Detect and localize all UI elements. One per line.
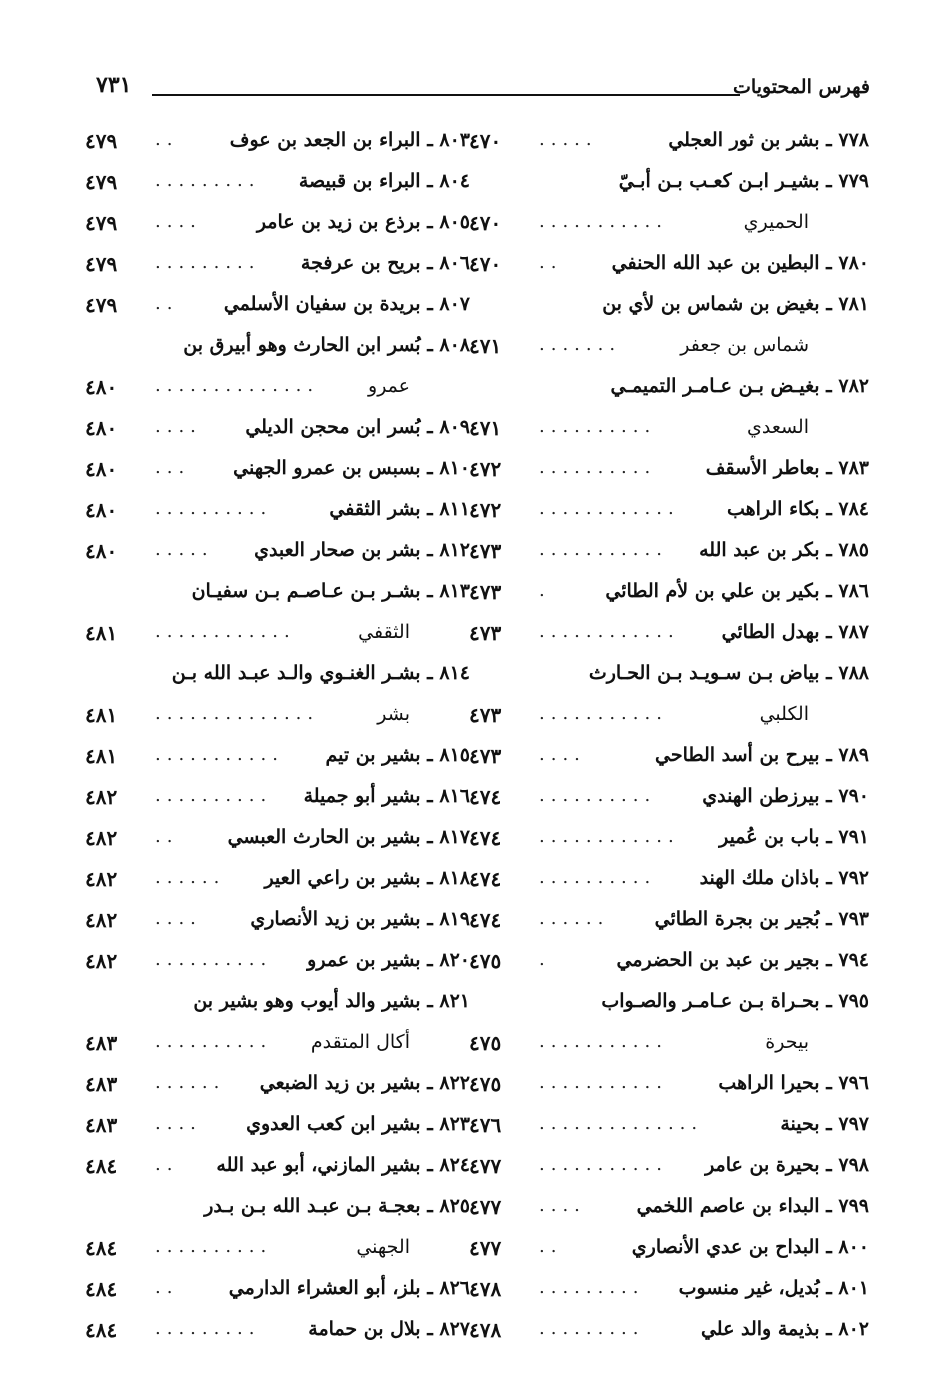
index-entry	[469, 166, 869, 207]
entry-title: ٨١٩ ـ بشير بن زيد الأنصاري	[250, 908, 470, 930]
leader-dots: ..........	[539, 785, 657, 806]
leader-dots: ............	[539, 621, 680, 642]
index-entry	[469, 371, 869, 412]
entry-page-number: ٤٧٩	[85, 170, 118, 194]
entry-title: ٨١٧ ـ بشير بن الحارث العبسي	[227, 826, 470, 848]
entry-page-number: ٤٨٤	[85, 1154, 118, 1178]
index-entry	[469, 248, 869, 289]
entry-page-number: ٤٧٣	[469, 539, 502, 563]
entry-title: ٨٠٨ ـ بُسر ابن الحارث وهو أبيرق بن	[183, 334, 470, 356]
entry-title: ٧٩٢ ـ باذان ملك الهند	[699, 867, 869, 889]
entry-title: ٧٩٧ ـ بحينة	[780, 1113, 869, 1135]
leader-dots: ..	[539, 252, 563, 273]
entry-page-number: ٤٧٩	[85, 129, 118, 153]
entry-title: ٨٢٧ ـ بلال بن حمامة	[308, 1318, 470, 1340]
entry-page-number: ٤٨٣	[85, 1031, 118, 1055]
entry-title: ٨١٢ ـ بشر بن صحار العبدي	[254, 539, 470, 561]
leader-dots: ..........	[539, 867, 657, 888]
index-entry	[85, 781, 470, 822]
entry-title: ٧٩٠ ـ بيرزطن الهندي	[702, 785, 869, 807]
entry-title: ٨١١ ـ بشر الثقفي	[329, 498, 470, 520]
entry-page-number: ٤٧٤	[469, 867, 502, 891]
index-entry	[469, 904, 869, 945]
leader-dots: ...........	[539, 211, 668, 232]
entry-title: أكال المتقدم	[310, 1031, 410, 1053]
entry-page-number: ٤٨٤	[85, 1277, 118, 1301]
leader-dots: ..............	[539, 1113, 704, 1134]
index-entry	[85, 1150, 470, 1191]
leader-dots: ....	[539, 1195, 586, 1216]
entry-title: ٨٢٦ ـ بلز، أبو العشراء الدارمي	[228, 1277, 470, 1299]
entry-page-number: ٤٧٩	[85, 293, 118, 317]
entry-title: ٨٢٠ ـ بشير بن عمرو	[307, 949, 470, 971]
leader-dots: .....	[155, 539, 214, 560]
index-entry	[469, 945, 869, 986]
entry-title: ٨١٣ ـ بشـر بـن عـاصـم بـن سفيـان	[191, 580, 470, 602]
running-title: فهرس المحتويات	[733, 76, 870, 98]
leader-dots: ..............	[155, 703, 320, 724]
leader-dots: .......	[539, 334, 622, 355]
leader-dots: ............	[539, 826, 680, 847]
entry-page-number: ٤٧٥	[469, 1031, 502, 1055]
entry-title: ٧٩٦ ـ بحيرا الراهب	[718, 1072, 869, 1094]
entry-title: ٧٨١ ـ بغيض بن شماس بن لأي بن	[602, 293, 869, 315]
index-entry	[85, 289, 470, 330]
entry-title: ٧٨٣ ـ بعاطر الأسقف	[705, 457, 869, 479]
entry-title: السعدي	[746, 416, 809, 438]
entry-page-number: ٤٧٧	[469, 1154, 502, 1178]
leader-dots: ..	[155, 1154, 179, 1175]
entry-page-number: ٤٧٥	[469, 949, 502, 973]
index-entry	[469, 576, 869, 617]
entry-title: الكلبي	[759, 703, 809, 725]
entry-page-number: ٤٧٠	[469, 252, 502, 276]
entry-page-number: ٤٧٠	[469, 129, 502, 153]
entry-page-number: ٤٧٣	[469, 703, 502, 727]
index-entry	[85, 740, 470, 781]
index-entry	[469, 453, 869, 494]
entry-title: ٨٠٣ ـ البراء بن الجعد بن عوف	[229, 129, 470, 151]
entry-page-number: ٤٨٢	[85, 908, 118, 932]
leader-dots: ............	[155, 621, 296, 642]
entry-title: بيحرة	[765, 1031, 809, 1053]
entry-title: ٧٩٣ ـ بُجير بن بجرة الطائي	[654, 908, 869, 930]
index-column-right	[469, 125, 869, 1355]
index-entry	[469, 494, 869, 535]
entry-title: ٧٨٧ ـ بهدل الطائي	[721, 621, 869, 643]
entry-title: ٨٠٧ ـ بريدة بن سفيان الأسلمي	[223, 293, 470, 315]
entry-title: ٧٩٩ ـ البداء بن عاصم اللخمي	[636, 1195, 869, 1217]
entry-title: ٨١٤ ـ بشـر الغنـوي والـد عبـد الله بـن	[171, 662, 470, 684]
leader-dots: ............	[539, 498, 680, 519]
index-entry	[85, 535, 470, 576]
entry-page-number: ٤٧٠	[469, 211, 502, 235]
index-entry	[469, 822, 869, 863]
entry-page-number: ٤٧٣	[469, 621, 502, 645]
index-entry	[469, 412, 869, 453]
leader-dots: .	[539, 580, 551, 601]
entry-page-number: ٤٨٢	[85, 826, 118, 850]
index-entry	[85, 1273, 470, 1314]
entry-page-number: ٤٧٤	[469, 826, 502, 850]
entry-page-number: ٤٧٢	[469, 457, 502, 481]
entry-title: ٨١٠ ـ بسبس بن عمرو الجهني	[233, 457, 470, 479]
leader-dots: ..........	[155, 498, 273, 519]
leader-dots: .........	[155, 170, 261, 191]
entry-page-number: ٤٨٠	[85, 416, 118, 440]
index-entry	[469, 658, 869, 699]
leader-dots: ....	[155, 416, 202, 437]
leader-dots: ...	[155, 457, 191, 478]
index-entry	[85, 945, 470, 986]
leader-dots: ..........	[155, 1031, 273, 1052]
entry-page-number: ٤٨٠	[85, 457, 118, 481]
entry-page-number: ٤٨١	[85, 703, 118, 727]
index-entry	[85, 248, 470, 289]
entry-title: ٧٧٨ ـ بشر بن ثور العجلي	[668, 129, 869, 151]
index-entry	[85, 412, 470, 453]
entry-title: ٨١٦ ـ بشير أبو جميلة	[303, 785, 470, 807]
entry-page-number: ٤٨٢	[85, 949, 118, 973]
leader-dots: ......	[155, 1072, 226, 1093]
leader-dots: ..........	[155, 949, 273, 970]
index-entry	[85, 576, 470, 617]
entry-title: ٧٨٦ ـ بكير بن علي بن لأم الطائي	[605, 580, 869, 602]
leader-dots: ..	[155, 129, 179, 150]
index-entry	[85, 1232, 470, 1273]
index-entry	[469, 535, 869, 576]
index-entry	[85, 1027, 470, 1068]
leader-dots: ...........	[539, 1072, 668, 1093]
entry-title: الجهني	[356, 1236, 410, 1258]
leader-dots: ..	[155, 293, 179, 314]
index-entry	[85, 863, 470, 904]
entry-page-number: ٤٧٤	[469, 785, 502, 809]
index-entry	[85, 1191, 470, 1232]
leader-dots: ..............	[155, 375, 320, 396]
index-entry	[469, 781, 869, 822]
leader-dots: ..	[155, 1277, 179, 1298]
entry-title: ٨٢١ ـ بشير والد أيوب وهو بشير بن	[193, 990, 470, 1012]
index-entry	[469, 1109, 869, 1150]
entry-page-number: ٤٨٠	[85, 498, 118, 522]
entry-title: ٨٠١ ـ بُديل، غير منسوب	[678, 1277, 869, 1299]
entry-title: ٨٢٤ ـ بشير المازني، أبو عبد الله	[216, 1154, 470, 1176]
entry-title: ٧٩٤ ـ بجير بن عبد بن الحضرمي	[616, 949, 869, 971]
leader-dots: ....	[155, 211, 202, 232]
index-entry	[85, 494, 470, 535]
entry-title: الثقفي	[358, 621, 410, 643]
entry-title: ٨٢٥ ـ بعجـة بـن عبـد الله بـن بـدر	[204, 1195, 470, 1217]
entry-title: ٨١٥ ـ بشير بن تيم	[325, 744, 470, 766]
entry-page-number: ٤٧٧	[469, 1195, 502, 1219]
index-entry	[469, 863, 869, 904]
index-entry	[85, 371, 470, 412]
entry-title: ٨٠٥ ـ برذع بن زيد بن عامر	[256, 211, 470, 233]
entry-title: ٧٨٥ ـ بكر بن عبد الله	[699, 539, 869, 561]
entry-page-number: ٤٨٠	[85, 375, 118, 399]
index-entry	[85, 1109, 470, 1150]
leader-dots: ...........	[539, 1031, 668, 1052]
leader-dots: ...........	[539, 703, 668, 724]
entry-title: الحميري	[743, 211, 809, 233]
entry-page-number: ٤٨١	[85, 621, 118, 645]
index-entry	[85, 986, 470, 1027]
entry-page-number: ٤٨٣	[85, 1113, 118, 1137]
index-entry	[469, 1191, 869, 1232]
leader-dots: ..........	[155, 1236, 273, 1257]
entry-title: شماس بن جعفر	[680, 334, 809, 356]
entry-page-number: ٤٨٣	[85, 1072, 118, 1096]
entry-page-number: ٤٨٤	[85, 1236, 118, 1260]
entry-page-number: ٤٧١	[469, 334, 502, 358]
entry-page-number: ٤٧٨	[469, 1277, 502, 1301]
index-column-left	[85, 125, 470, 1355]
index-entry	[469, 1027, 869, 1068]
leader-dots: .........	[155, 1318, 261, 1339]
entry-page-number: ٤٧٤	[469, 908, 502, 932]
leader-dots: .....	[539, 129, 598, 150]
entry-title: ٧٨٢ ـ بغيـض بـن عـامـر التميمـي	[610, 375, 869, 397]
entry-page-number: ٤٧٧	[469, 1236, 502, 1260]
leader-dots: .	[539, 949, 551, 970]
index-entry	[469, 986, 869, 1027]
index-entry	[85, 453, 470, 494]
leader-dots: ......	[155, 867, 226, 888]
leader-dots: .........	[539, 1277, 645, 1298]
entry-title: ٧٧٩ ـ بشيـر ابـن كعـب بـن أبـيّ	[618, 170, 869, 192]
entry-title: ٨٠٩ ـ بُسر ابن محجن الديلي	[245, 416, 470, 438]
index-entry	[469, 740, 869, 781]
entry-title: ٨١٨ ـ بشير بن راعي العير	[264, 867, 470, 889]
index-entry	[469, 617, 869, 658]
entry-title: ٨٢٢ ـ بشير بن زيد الضبعي	[259, 1072, 470, 1094]
page-number: ٧٣١	[96, 72, 132, 98]
entry-page-number: ٤٧٨	[469, 1318, 502, 1342]
index-entry	[85, 904, 470, 945]
entry-page-number: ٤٨١	[85, 744, 118, 768]
leader-dots: ....	[155, 1113, 202, 1134]
index-entry	[85, 658, 470, 699]
entry-title: ٨٠٠ ـ البداح بن عدي الأنصاري	[631, 1236, 869, 1258]
entry-page-number: ٤٧١	[469, 416, 502, 440]
leader-dots: ...........	[539, 1154, 668, 1175]
page-header	[80, 72, 880, 112]
leader-dots: ..........	[539, 416, 657, 437]
entry-page-number: ٤٧٥	[469, 1072, 502, 1096]
entry-title: ٧٩١ ـ باب بن عُمير	[719, 826, 869, 848]
index-entry	[85, 207, 470, 248]
header-rule	[152, 94, 740, 96]
entry-title: عمرو	[368, 375, 410, 397]
leader-dots: ....	[155, 908, 202, 929]
entry-page-number: ٤٧٣	[469, 744, 502, 768]
index-entry	[469, 289, 869, 330]
leader-dots: ..........	[155, 785, 273, 806]
entry-title: ٧٩٨ ـ بحيرة بن عامر	[705, 1154, 869, 1176]
entry-title: ٧٨٠ ـ البطين بن عبد الله الحنفي	[611, 252, 869, 274]
entry-title: ٨٠٦ ـ بريح بن عرفجة	[300, 252, 470, 274]
leader-dots: ......	[539, 908, 610, 929]
entry-title: ٧٨٩ ـ بيرح بن أسد الطاحي	[655, 744, 869, 766]
entry-page-number: ٤٧٩	[85, 252, 118, 276]
index-entry	[85, 166, 470, 207]
entry-page-number: ٤٧٦	[469, 1113, 502, 1137]
entry-title: ٨٢٣ ـ بشير ابن كعب العدوي	[246, 1113, 470, 1135]
leader-dots: .........	[539, 1318, 645, 1339]
index-entry	[85, 699, 470, 740]
leader-dots: .........	[155, 252, 261, 273]
index-entry	[469, 1314, 869, 1355]
index-entry	[469, 330, 869, 371]
entry-page-number: ٤٧٣	[469, 580, 502, 604]
index-entry	[469, 1068, 869, 1109]
index-entry	[85, 1314, 470, 1355]
entry-title: بشر	[377, 703, 410, 725]
entry-title: ٧٩٥ ـ بحـراة بـن عـامـر والصـواب	[601, 990, 869, 1012]
entry-page-number: ٤٨٤	[85, 1318, 118, 1342]
index-entry	[469, 1150, 869, 1191]
entry-page-number: ٤٨٠	[85, 539, 118, 563]
entry-page-number: ٤٨٢	[85, 867, 118, 891]
leader-dots: ...........	[539, 539, 668, 560]
leader-dots: ...........	[155, 744, 284, 765]
leader-dots: ..........	[539, 457, 657, 478]
index-entry	[85, 330, 470, 371]
entry-title: ٧٨٤ ـ بكاء الراهب	[726, 498, 869, 520]
leader-dots: ....	[539, 744, 586, 765]
entry-page-number: ٤٧٢	[469, 498, 502, 522]
index-entry	[85, 822, 470, 863]
index-entry	[469, 1273, 869, 1314]
entry-title: ٨٠٢ ـ بذيمة والد علي	[700, 1318, 869, 1340]
index-entry	[469, 125, 869, 166]
entry-page-number: ٤٧٩	[85, 211, 118, 235]
index-entry	[85, 617, 470, 658]
index-entry	[469, 699, 869, 740]
index-entry	[85, 1068, 470, 1109]
entry-page-number: ٤٨٢	[85, 785, 118, 809]
index-entry	[469, 207, 869, 248]
leader-dots: ..	[539, 1236, 563, 1257]
index-entry	[85, 125, 470, 166]
entry-title: ٨٠٤ ـ البراء بن قبيصة	[298, 170, 470, 192]
entry-title: ٧٨٨ ـ بياض بـن سـويـد بـن الحـارث	[588, 662, 869, 684]
leader-dots: ..	[155, 826, 179, 847]
index-entry	[469, 1232, 869, 1273]
